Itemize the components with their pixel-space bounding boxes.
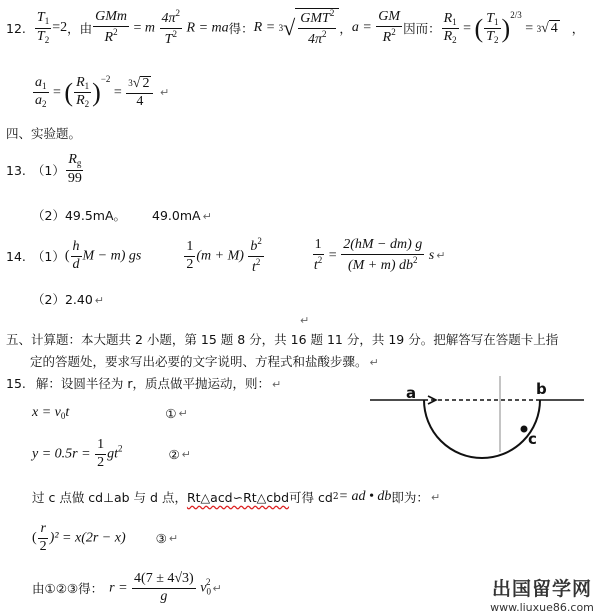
section-title-experiment: 四、实验题。 <box>6 126 82 141</box>
similar-triangles: Rt△acd∽Rt△cbd <box>186 489 290 505</box>
q14-line1: 14. （1） ( $\frac{h}{d}$ M − m) gs $\frac{1}{2}$ (m + M) $\frac{b^2}{t^2}$ $\frac{1}{t^2}$ = $\frac{2(hM - dm) g}{(M + m) db^2}$ s ↵ <box>6 235 446 275</box>
q14-expr3: $\frac{1}{t^2}$ = $\frac{2(hM - dm) g}{(M + m) db^2}$ s ↵ <box>313 237 446 273</box>
label-a: a <box>406 384 417 402</box>
q15-intro: 15. 解：设圆半径为 r，质点做平抛运动，则： ↵ <box>6 376 282 391</box>
acceleration-ratio: $\frac{a_1}{a_2}$ = ( $\frac{R_1}{R_2}$ )$^{-2}$ = 3 √ 2 4 ↵ <box>35 74 170 110</box>
q13-line2: （2）49.5mA。 49.0mA ↵ <box>32 208 212 223</box>
watermark-brand: 出国留学网 <box>491 578 592 600</box>
watermark <box>486 574 598 614</box>
gravity-equation: $\frac{\text{GMm}}{R^2}$ = m $\frac{4\pi^2}{T^2}$ R = ma <box>95 7 229 47</box>
radius-ratio: $\frac{R_1}{R_2}$ = ( $\frac{T_1}{T_2}$ )$^{2/3}$ = 3 √ 4 <box>443 10 558 46</box>
section-instructions: 定的答题处，要求写出必要的文字说明、方程式和盐酸步骤。 ↵ <box>30 354 379 369</box>
label-b: b <box>536 380 547 398</box>
q15-eq3: ( $\frac{r}{2}$ )² = x(2r − x) ③ ↵ <box>32 520 179 554</box>
q14-expr1: ( $\frac{h}{d}$ M − m) gs <box>64 238 142 272</box>
semicircle-diagram <box>366 372 590 484</box>
q12-line1: 12. $\frac{T_1}{T_2}$ =2 ，由 $\frac{\text{GMm}}{R^2}$ = m $\frac{4\pi^2}{T^2}$ R = ma 得： R = 3 √ $\frac{GMT^2}{4\pi^2}$ ， a = $\frac{GM}{R^2}$ 因而： $\frac{R_1}{R_2}$ = ( $\frac{T_1}{T_2}$ )$^{2/3}$ = 3 √ 4 ， <box>6 7 585 47</box>
label-c: c <box>528 430 537 448</box>
q14-line2: （2）2.40 ↵ <box>32 292 105 307</box>
ratio-t1-t2: $\frac{T_1}{T_2}$ =2 <box>36 10 68 45</box>
watermark-url: www.liuxue86.com <box>490 601 594 614</box>
question-number: 12. <box>6 20 26 36</box>
q14-expr2: $\frac{1}{2}$ (m + M) $\frac{b^2}{t^2}$ <box>186 235 262 275</box>
q15-chord-line: 过 c 点做 cd⊥ab 与 d 点， Rt△acd∽Rt△cbd 可得 cd 2 = ad • db 即为： ↵ <box>32 489 441 505</box>
rg-over-99: $\frac{R_g}{99}$ <box>67 152 82 186</box>
point-c <box>521 426 528 433</box>
q15-eq1: $x = v_0t$ ① ↵ <box>32 405 188 421</box>
radius-formula: R = 3 √ $\frac{GMT^2}{4\pi^2}$ <box>254 8 340 47</box>
q13-line1: 13. （1） $\frac{R_g}{99}$ <box>6 148 85 192</box>
q15-result: 由①②③得： r = $\frac{4(7 \pm 4√3)}{g}$ $v_0^2$ ↵ <box>32 570 222 604</box>
acceleration-formula: a = $\frac{GM}{R^2}$ <box>351 9 401 45</box>
q12-line2 <box>32 70 169 114</box>
section-title-calculation: 五、计算题：本大题共 2 小题，第 15 题 8 分，共 16 题 11 分，共 19 分。把解答写在答题卡上指 <box>6 332 559 347</box>
q15-eq2: y = 0.5r = $\frac{1}{2}$ $gt^2$ ② ↵ <box>32 436 191 470</box>
